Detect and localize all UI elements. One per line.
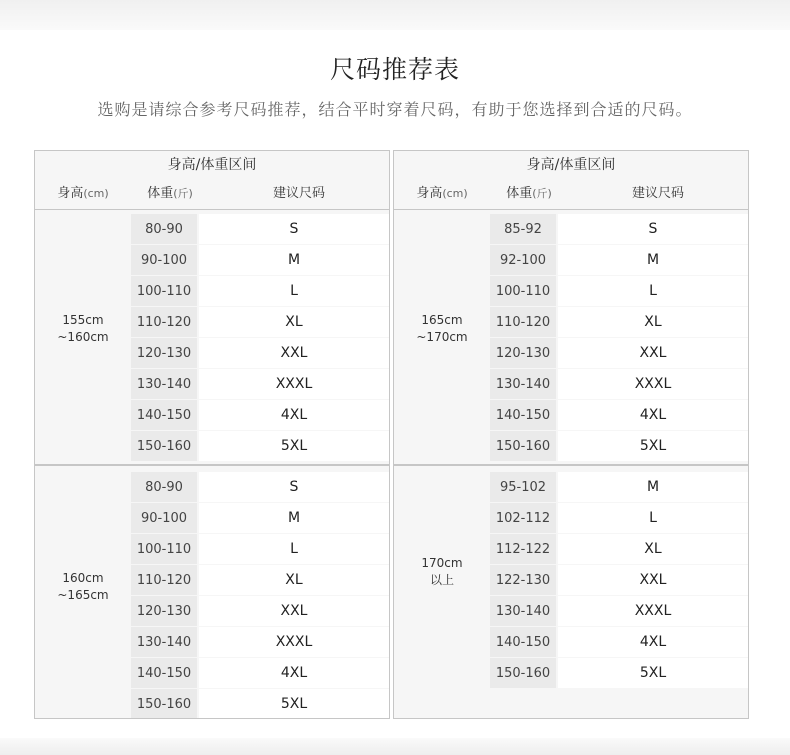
size-cell: XXXL (558, 596, 748, 626)
size-cell: XL (558, 534, 748, 564)
weight-cell: 90-100 (131, 503, 197, 533)
size-cell: S (558, 214, 748, 244)
size-cell: L (558, 503, 748, 533)
height-range-line: 170cm (421, 555, 463, 570)
size-cell: XL (199, 307, 389, 337)
weight-cell: 110-120 (131, 307, 197, 337)
height-column-header-unit: (cm) (442, 187, 468, 200)
weight-cell: 110-120 (490, 307, 556, 337)
size-cell: 4XL (558, 400, 748, 430)
header-divider (394, 209, 748, 210)
height-range-line: 160cm (62, 571, 104, 585)
size-cell: L (199, 276, 389, 306)
size-cell: M (558, 245, 748, 275)
size-cell: 5XL (558, 431, 748, 461)
height-range-label (394, 555, 490, 589)
weight-cell: 122-130 (490, 565, 556, 595)
height-range-line: ~170cm (416, 330, 468, 344)
size-column-header (568, 179, 748, 209)
weight-cell: 130-140 (131, 369, 197, 399)
size-cell: 4XL (199, 400, 389, 430)
size-cell: XXXL (558, 369, 748, 399)
size-cell: 5XL (558, 658, 748, 688)
weight-column-header (131, 179, 209, 209)
size-cell: XXL (558, 338, 748, 368)
size-cell: XXL (558, 565, 748, 595)
weight-column-header (490, 179, 568, 209)
group-header: 身高/体重区间 (167, 157, 257, 173)
weight-cell: 100-110 (490, 276, 556, 306)
height-range-label (394, 312, 490, 346)
size-cell: 5XL (199, 431, 389, 461)
height-range-line: 155cm (62, 313, 104, 327)
weight-cell: 80-90 (131, 214, 197, 244)
weight-cell: 140-150 (490, 400, 556, 430)
weight-cell: 92-100 (490, 245, 556, 275)
size-cell: L (558, 276, 748, 306)
height-column-header-text: 身高 (57, 186, 84, 201)
height-range-line: 165cm (421, 313, 463, 327)
weight-cell: 150-160 (490, 431, 556, 461)
height-range-line: ~165cm (57, 588, 109, 602)
size-cell: M (199, 245, 389, 275)
weight-cell: 90-100 (131, 245, 197, 275)
weight-column-header-unit: (斤) (532, 187, 552, 200)
weight-cell: 150-160 (131, 431, 197, 461)
size-cell: M (558, 472, 748, 502)
size-cell: 4XL (199, 658, 389, 688)
weight-cell: 140-150 (490, 627, 556, 657)
size-block-3 (34, 465, 390, 719)
size-cell: XXXL (199, 369, 389, 399)
size-cell: 4XL (558, 627, 748, 657)
bottom-band (0, 738, 790, 755)
height-range-line: ~160cm (57, 330, 109, 344)
weight-cell: 112-122 (490, 534, 556, 564)
weight-cell: 95-102 (490, 472, 556, 502)
weight-cell: 85-92 (490, 214, 556, 244)
height-range-line: 以上 (429, 572, 454, 587)
height-column-header-text: 身高 (416, 186, 443, 201)
weight-cell: 80-90 (131, 472, 197, 502)
weight-cell: 120-130 (490, 338, 556, 368)
weight-column-header-unit: (斤) (173, 187, 193, 200)
weight-cell: 100-110 (131, 276, 197, 306)
weight-cell: 130-140 (490, 596, 556, 626)
weight-cell: 110-120 (131, 565, 197, 595)
size-column-header-text: 建议尺码 (272, 186, 325, 201)
weight-column-header-text: 体重 (506, 186, 533, 201)
header-divider (35, 209, 389, 210)
weight-cell: 102-112 (490, 503, 556, 533)
size-cell: M (199, 503, 389, 533)
top-band (0, 0, 790, 30)
weight-cell: 130-140 (490, 369, 556, 399)
size-cell: XL (199, 565, 389, 595)
size-block-2 (393, 150, 749, 465)
height-column-header (394, 179, 490, 209)
size-cell: 5XL (199, 689, 389, 719)
weight-cell: 130-140 (131, 627, 197, 657)
weight-cell: 140-150 (131, 400, 197, 430)
weight-cell: 150-160 (490, 658, 556, 688)
weight-column-header-text: 体重 (147, 186, 174, 201)
size-column-header-text: 建议尺码 (631, 186, 684, 201)
size-cell: XL (558, 307, 748, 337)
page-title: 尺码推荐表 (329, 55, 460, 84)
height-column-header (35, 179, 131, 209)
height-column-header-unit: (cm) (83, 187, 109, 200)
size-cell: XXL (199, 596, 389, 626)
size-column-header (209, 179, 389, 209)
size-cell: S (199, 214, 389, 244)
weight-cell: 120-130 (131, 338, 197, 368)
size-block-1 (34, 150, 390, 465)
size-cell: S (199, 472, 389, 502)
group-header: 身高/体重区间 (526, 157, 616, 173)
weight-cell: 140-150 (131, 658, 197, 688)
height-range-label (35, 312, 131, 346)
weight-cell: 150-160 (131, 689, 197, 719)
size-cell: XXL (199, 338, 389, 368)
weight-cell: 100-110 (131, 534, 197, 564)
size-block-4 (393, 465, 749, 719)
height-range-label (35, 570, 131, 604)
size-cell: L (199, 534, 389, 564)
size-cell: XXXL (199, 627, 389, 657)
weight-cell: 120-130 (131, 596, 197, 626)
page-subtitle: 选购是请综合参考尺码推荐，结合平时穿着尺码，有助于您选择到合适的尺码。 (97, 100, 693, 119)
